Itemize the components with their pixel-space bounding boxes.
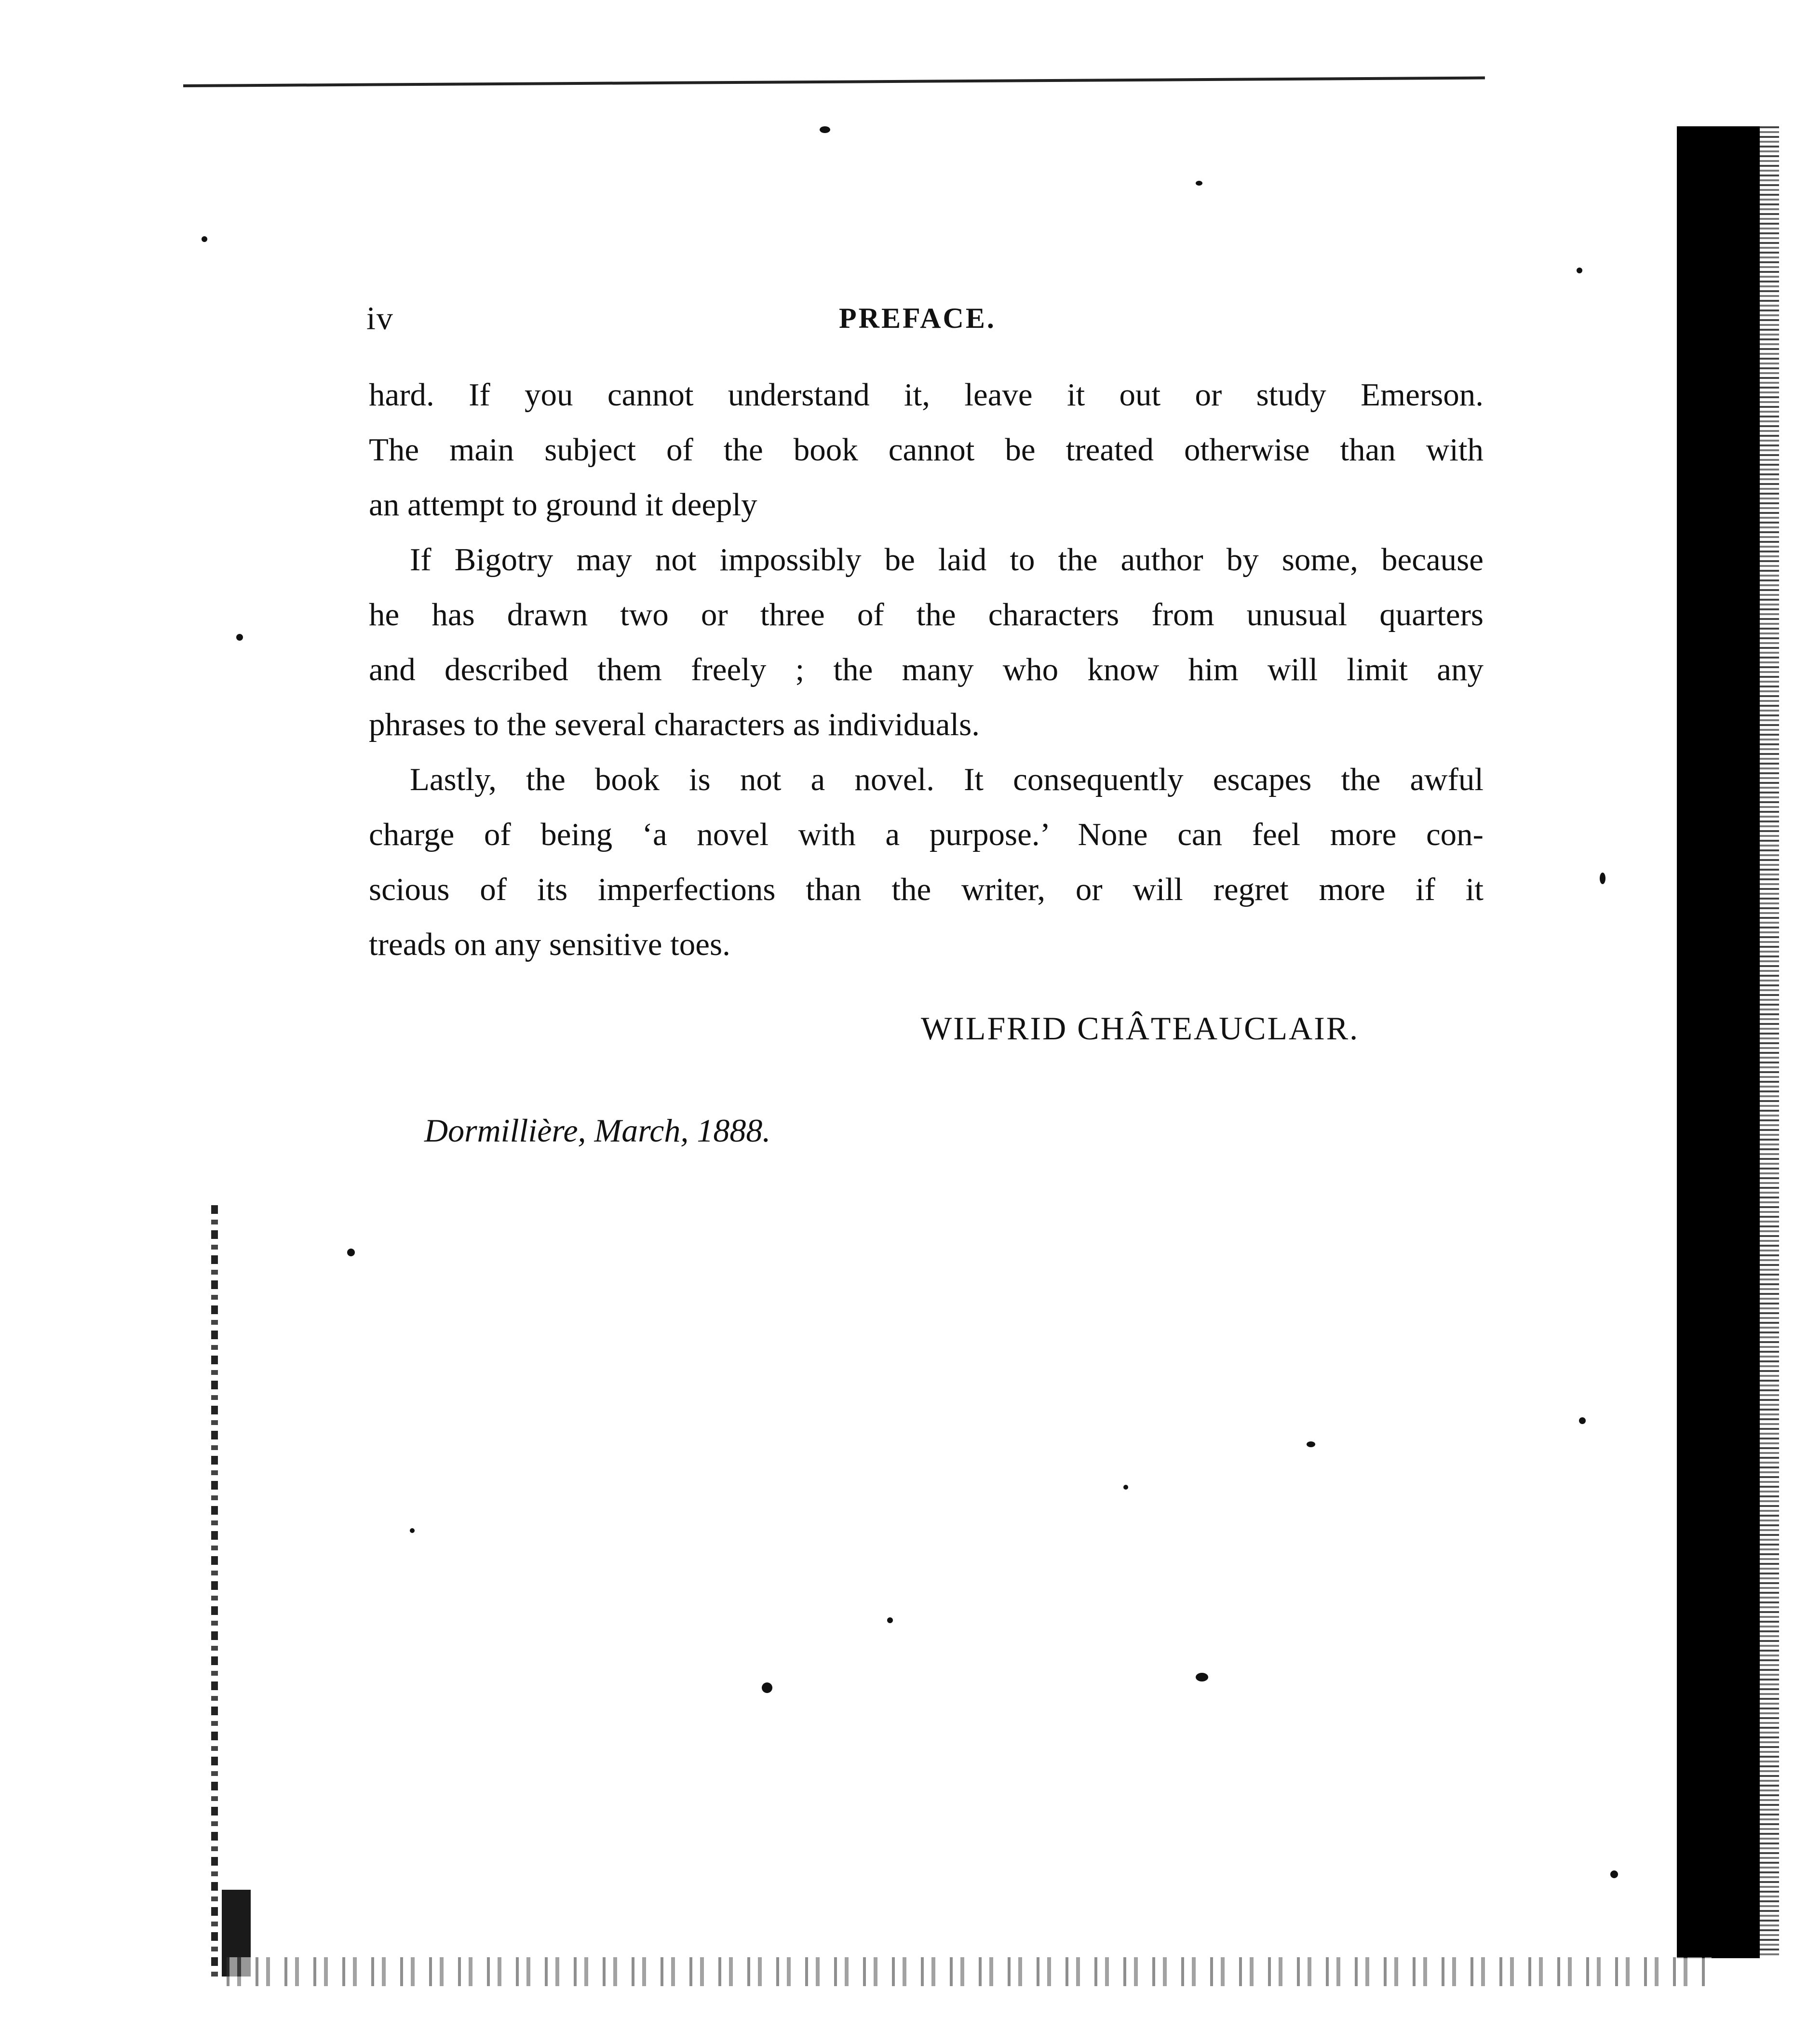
text-line: scious of its imperfections than the writer, or will regret more if it [369,872,1484,907]
speck [820,126,830,133]
speck [1610,1870,1618,1878]
text-line: phrases to the several characters as individuals. [369,707,980,742]
preface-body [369,367,1484,972]
paragraph-bigotry [369,532,1484,752]
top-rule [183,77,1485,87]
speck [1577,268,1582,273]
speck [202,236,207,242]
scan-shadow-right [1677,126,1760,1958]
scan-edge-bottom [227,1957,1712,1986]
scan-fringe-right [1760,126,1779,1958]
dateline: Dormillière, March, 1888. [424,1112,771,1149]
speck [1196,181,1202,186]
speck [1307,1441,1315,1447]
scan-edge-left [211,1205,218,1977]
text-line: and described them freely ; the many who know him will limit any [369,652,1484,687]
text-line: treads on any sensitive toes. [369,927,730,962]
author-signature: WILFRID CHÂTEAUCLAIR. [921,1010,1360,1047]
speck [887,1617,893,1623]
speck [1196,1673,1208,1681]
text-line: hard. If you cannot understand it, leave it out or study Emerson. [369,377,1484,413]
paragraph-lastly [369,752,1484,972]
speck [762,1682,772,1693]
paragraph-continuation [369,367,1484,532]
running-head [366,296,1480,340]
text-line: If Bigotry may not impossibly be laid to the author by some, because [410,542,1484,578]
text-line: charge of being ‘a novel with a purpose.’ None can feel more con- [369,817,1484,852]
text-line: he has drawn two or three of the characters from unusual quarters [369,597,1484,632]
speck [236,634,243,641]
speck [1579,1417,1586,1424]
speck [1123,1485,1128,1490]
speck [410,1528,415,1533]
text-line: Lastly, the book is not a novel. It consequently escapes the awful [410,762,1484,797]
speck [347,1249,355,1256]
page-number: iv [366,300,394,336]
text-line: an attempt to ground it deeply [369,487,757,523]
text-line: The main subject of the book cannot be treated otherwise than with [369,432,1484,468]
speck [1600,873,1605,884]
running-title: PREFACE. [839,302,996,334]
